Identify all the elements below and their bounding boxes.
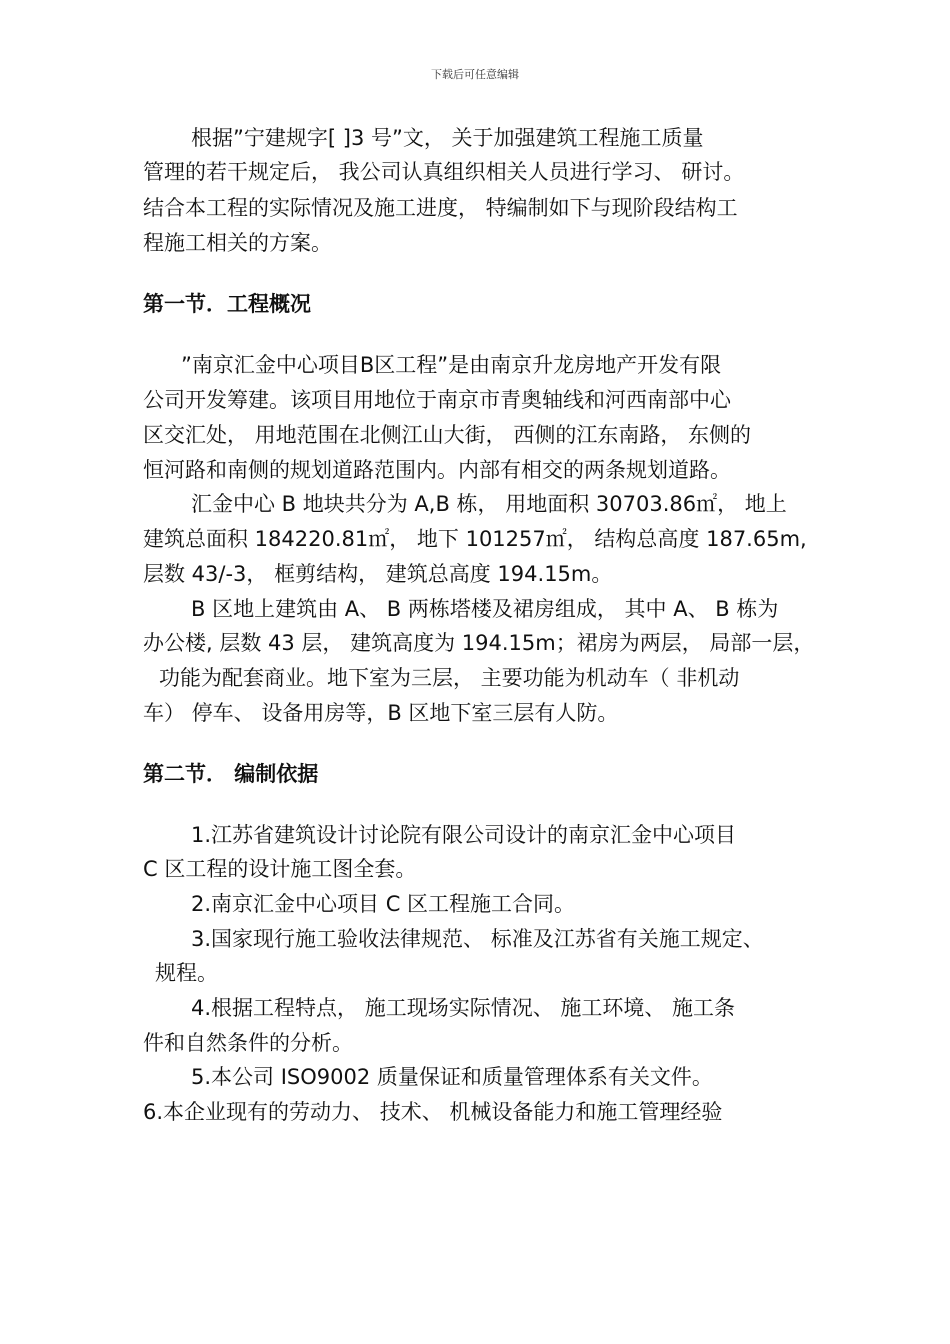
section2-line-7: 件和自然条件的分析。 <box>143 1031 353 1055</box>
section1-line-4: 恒河路和南侧的规划道路范围内。内部有相交的两条规划道路。 <box>143 458 731 482</box>
section1-line-8: B 区地上建筑由 A、 B 两栋塔楼及裙房组成， 其中 A、 B 栋为 <box>191 597 779 621</box>
intro-line-1: 根据”宁建规字[ ]3 号”文， 关于加强建筑工程施工质量 <box>191 126 704 150</box>
section1-line-9: 办公楼, 层数 43 层， 建筑高度为 194.15m；裙房为两层， 局部一层， <box>143 631 815 655</box>
intro-line-2: 管理的若干规定后， 我公司认真组织相关人员进行学习、 研讨。 <box>143 160 745 184</box>
section1-line-1: ”南京汇金中心项目B区工程”是由南京升龙房地产开发有限 <box>181 353 722 377</box>
section2-line-3: 2.南京汇金中心项目 C 区工程施工合同。 <box>191 892 576 916</box>
section1-line-10: 功能为配套商业。地下室为三层， 主要功能为机动车（ 非机动 <box>159 666 740 690</box>
section2-title: 第二节． 编制依据 <box>143 762 319 786</box>
intro-line-4: 程施工相关的方案。 <box>143 231 332 255</box>
section1-line-5: 汇金中心 B 地块共分为 A,B 栋， 用地面积 30703.86㎡， 地上 <box>191 492 787 516</box>
section2-line-1: 1.江苏省建筑设计讨论院有限公司设计的南京汇金中心项目 <box>191 823 737 847</box>
section1-line-7: 层数 43/-3， 框剪结构， 建筑总高度 194.15m。 <box>143 562 613 586</box>
section2-line-8: 5.本公司 ISO9002 质量保证和质量管理体系有关文件。 <box>191 1065 713 1089</box>
section2-line-9: 6.本企业现有的劳动力、 技术、 机械设备能力和施工管理经验 <box>143 1100 723 1124</box>
intro-line-3: 结合本工程的实际情况及施工进度， 特编制如下与现阶段结构工 <box>143 196 738 220</box>
section1-title: 第一节．工程概况 <box>143 292 311 316</box>
page-header: 下载后可任意编辑 <box>431 68 519 81</box>
section2-line-4: 3.国家现行施工验收法律规范、 标准及江苏省有关施工规定、 <box>191 927 764 951</box>
section1-line-6: 建筑总面积 184220.81㎡， 地下 101257㎡， 结构总高度 187.65m, <box>143 527 807 551</box>
section1-line-3: 区交汇处， 用地范围在北侧江山大街， 西侧的江东南路， 东侧的 <box>143 423 752 447</box>
section1-line-2: 公司开发筹建。该项目用地位于南京市青奥轴线和河西南部中心 <box>143 388 731 412</box>
section2-line-6: 4.根据工程特点， 施工现场实际情况、 施工环境、 施工条 <box>191 996 736 1020</box>
section2-line-2: C 区工程的设计施工图全套。 <box>143 857 417 881</box>
section1-line-11: 车） 停车、 设备用房等，B 区地下室三层有人防。 <box>143 701 619 725</box>
section2-line-5: 规程。 <box>155 961 218 985</box>
